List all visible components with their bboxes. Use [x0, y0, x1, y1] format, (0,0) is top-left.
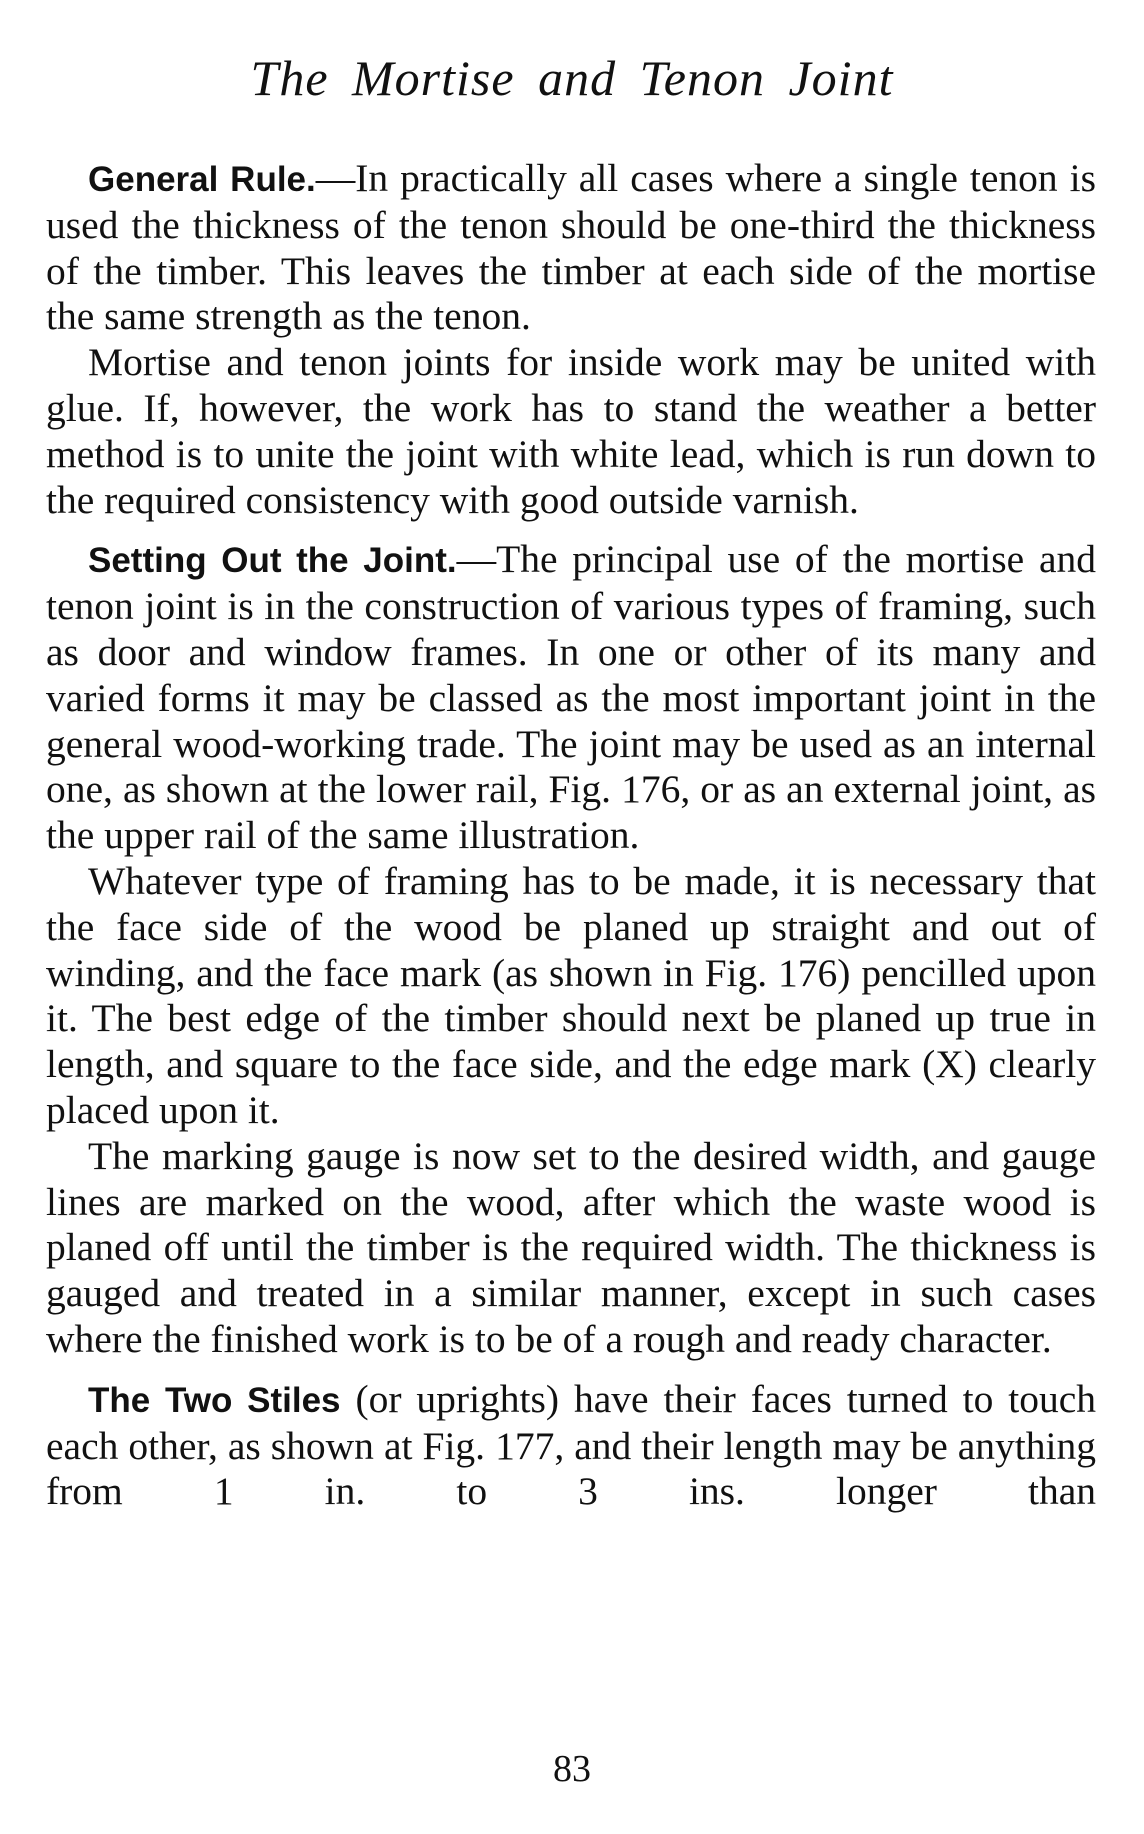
page-title: The Mortise and Tenon Joint [250, 50, 894, 106]
paragraph-text: —In practically all cases where a single tenon is used the thickness of the tenon should be one-third the thickness of the timber. This leaves the timber at each side of the mortise the same strength as the tenon. [46, 156, 1096, 339]
page-body [46, 156, 1096, 1515]
run-in-heading-two-stiles: The Two Stiles [88, 1380, 341, 1420]
page-number: 83 [553, 1748, 591, 1790]
paragraph-text: (or uprights) have their faces turned to touch each other, as shown at Fig. 177, and their length may be anything from 1 in. to 3 ins. longer than [46, 1376, 1097, 1514]
paragraph-two-stiles [46, 1377, 1096, 1515]
paragraph-text: Whatever type of framing has to be made, it is necessary that the face side of the wood be planed up straight and out of winding, and the face mark (as shown in Fig. 176) pencilled upon it. The best edge of the timber should next be planed up true in length, and square to the face side, and the edge mark (X) clearly placed upon it. [46, 858, 1096, 1132]
run-in-heading-setting-out: Setting Out the Joint. [88, 541, 457, 581]
paragraph-marking-gauge [46, 1134, 1096, 1363]
paragraph-setting-out [46, 537, 1096, 859]
run-in-heading-general-rule: General Rule. [88, 160, 316, 199]
paragraph-framing [46, 859, 1096, 1134]
paragraph-text: Mortise and tenon joints for inside work may be united with glue. If, however, the work has to stand the weather a better method is to unite the joint with white lead, which is run down to the required consistency with good outside varnish. [46, 340, 1096, 522]
paragraph-text: The marking gauge is now set to the desired width, and gauge lines are marked on the wood, after which the waste wood is planed off until the timber is the required width. The thickness is gauged and treated in a similar manner, except in such cases where the finished work is to be of a rough and ready character. [46, 1133, 1096, 1361]
paragraph-text: —The principal use of the mortise and tenon joint is in the construction of various types of framing, such as door and window frames. In one or other of its many and varied forms it may be classed as the most important joint in the general wood-working trade. The joint may be used as an internal one, as shown at the lower rail, Fig. 176, or as an external joint, as the upper rail of the same illustration. [46, 537, 1096, 858]
paragraph-general-rule [46, 156, 1096, 340]
paragraph-glue [46, 340, 1096, 523]
